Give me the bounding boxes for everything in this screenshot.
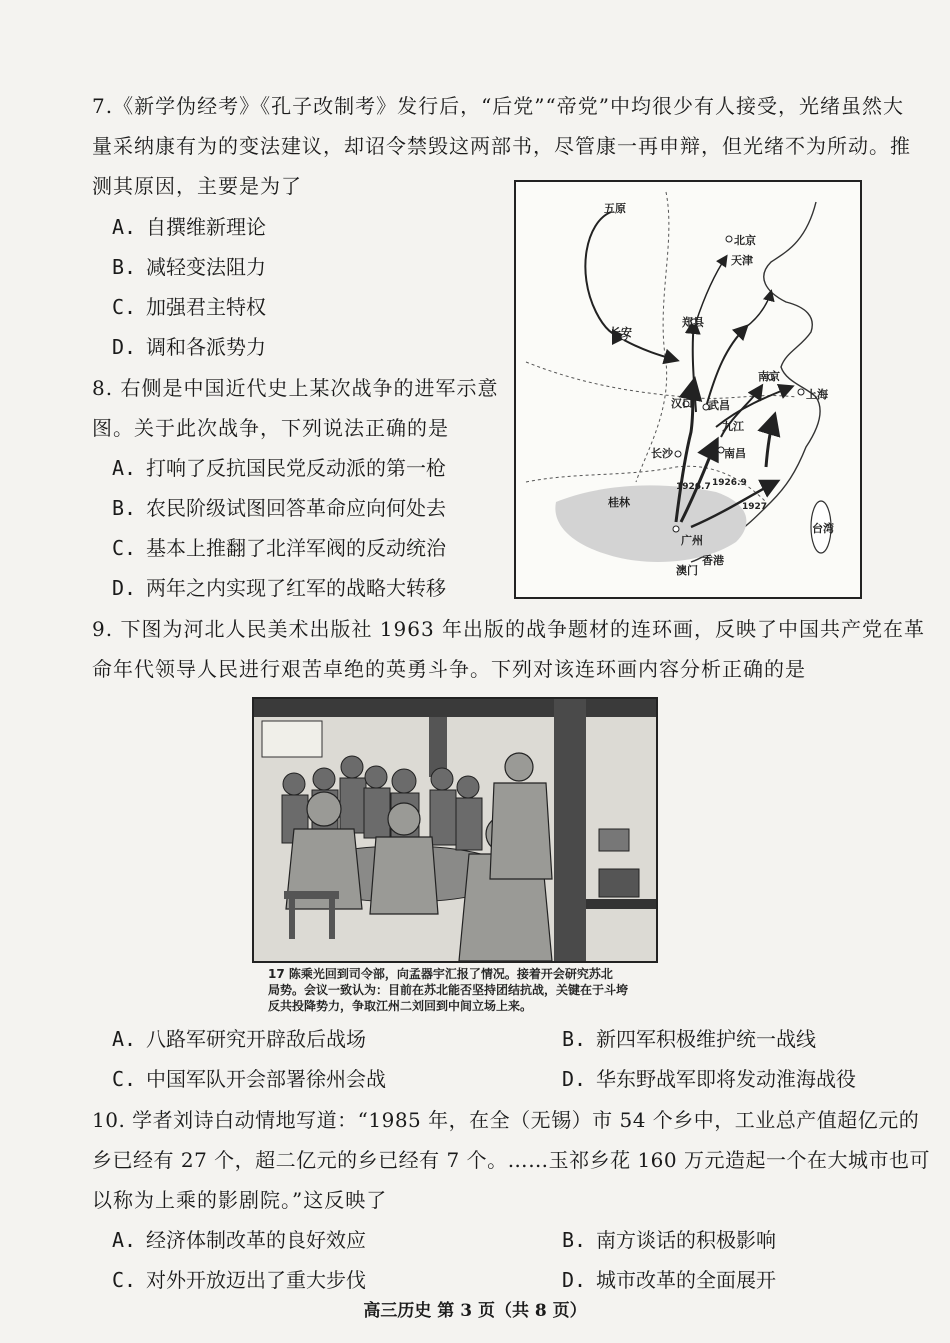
march-arrow	[585, 212, 624, 337]
march-arrow	[696, 257, 726, 322]
q10-stem-line-3: 以称为上乘的影剧院。”这反映了	[92, 1188, 388, 1212]
q10-option-d: D. 城市改革的全面展开	[562, 1268, 776, 1292]
map-label-date-1: 1926.7	[676, 482, 711, 492]
q8-option-d: D. 两年之内实现了红军的战略大转移	[112, 576, 446, 600]
q8-option-b: B. 农民阶级试图回答革命应向何处去	[112, 496, 446, 520]
q7-option-b: B. 减轻变法阻力	[112, 255, 266, 279]
map-label-shanghai: 上海	[806, 388, 828, 401]
map-label-date-2: 1926.9	[712, 478, 747, 488]
comic-caption	[268, 966, 668, 1014]
q7-option-d: D. 调和各派势力	[112, 335, 266, 359]
march-arrow	[766, 417, 774, 467]
q10-option-b: B. 南方谈话的积极影响	[562, 1228, 776, 1252]
q8-stem-line-1: 8. 右侧是中国近代史上某次战争的进军示意	[92, 376, 499, 400]
comic-caption-line-1: 17 陈乘光回到司令部，向孟器宇汇报了情况。接着开会研究苏北	[268, 967, 613, 981]
march-arrow	[624, 340, 676, 360]
q7-stem-line-1: 7.《新学伪经考》《孔子改制考》发行后，“后党”“帝党”中均很少有人接受，光绪虽然大	[92, 94, 904, 118]
q9-option-b: B. 新四军积极维护统一战线	[562, 1027, 816, 1051]
q9-option-d: D. 华东野战军即将发动淮海战役	[562, 1067, 856, 1091]
comic-drawing	[254, 699, 656, 961]
march-arrow	[746, 292, 771, 327]
q9-stem-line-1: 9. 下图为河北人民美术出版社 1963 年出版的战争题材的连环画，反映了中国共产党在革	[92, 617, 926, 641]
city-dot	[673, 526, 679, 532]
shaded-region	[555, 485, 746, 562]
comic-illustration	[252, 697, 658, 963]
map-label-aomen: 澳门	[676, 564, 698, 577]
war-march-map	[514, 180, 862, 599]
page-footer: 高三历史 第 3 页（共 8 页）	[363, 1301, 587, 1321]
map-label-xianggang: 香港	[702, 554, 724, 567]
map-label-guangzhou: 广州	[681, 534, 703, 547]
map-label-nanjing: 南京	[758, 370, 780, 383]
map-label-changsha: 长沙	[651, 447, 673, 460]
q7-stem-line-3: 测其原因，主要是为了	[92, 174, 302, 198]
map-label-hankou: 汉口	[671, 397, 693, 410]
q9-option-c: C. 中国军队开会部署徐州会战	[112, 1067, 386, 1091]
comic-caption-line-3: 反共投降势力，争取江州二刘回到中间立场上来。	[268, 999, 533, 1013]
q10-option-c: C. 对外开放迈出了重大步伐	[112, 1268, 366, 1292]
map-label-zhengxian: 郑县	[682, 316, 704, 329]
map-label-jiujiang: 九江	[722, 420, 744, 433]
q8-stem-line-2: 图。关于此次战争，下列说法正确的是	[92, 416, 449, 440]
city-dot	[726, 236, 732, 242]
q7-option-a: A. 自撰维新理论	[112, 215, 266, 239]
comic-caption-line-2: 局势。会议一致认为：目前在苏北能否坚持团结抗战，关键在于斗垮	[268, 983, 629, 997]
q9-option-a: A. 八路军研究开辟敌后战场	[112, 1027, 366, 1051]
map-label-beijing: 北京	[734, 234, 756, 247]
q8-option-c: C. 基本上推翻了北洋军阀的反动统治	[112, 536, 446, 560]
city-dot	[675, 451, 681, 457]
q8-option-a: A. 打响了反抗国民党反动派的第一枪	[112, 456, 446, 480]
map-label-guilin: 桂林	[608, 496, 630, 509]
map-label-date-3: 1927	[742, 502, 768, 512]
q7-option-c: C. 加强君主特权	[112, 295, 266, 319]
map-label-wuchang: 武昌	[708, 399, 730, 412]
q10-option-a: A. 经济体制改革的良好效应	[112, 1228, 366, 1252]
map-label-changan: 长安	[610, 326, 632, 339]
map-label-nanchang: 南昌	[724, 447, 746, 460]
map-label-wuyuan: 五原	[604, 202, 626, 215]
march-arrow	[706, 327, 746, 407]
q10-stem-line-2: 乡已经有 27 个，超二亿元的乡已经有 7 个。……玉祁乡花 160 万元造起一个在大城市也可	[92, 1148, 930, 1172]
map-label-tianjin: 天津	[731, 254, 753, 267]
city-dot	[798, 389, 804, 395]
q10-stem-line-1: 10. 学者刘诗白动情地写道：“1985 年，在全（无锡）市 54 个乡中，工业总产值超亿元的	[92, 1108, 920, 1132]
q7-stem-line-2: 量采纳康有为的变法建议，却诏令禁毁这两部书，尽管康一再申辩，但光绪不为所动。推	[92, 134, 911, 158]
map-label-taiwan: 台湾	[812, 522, 834, 535]
province-border	[636, 192, 669, 482]
q9-stem-line-2: 命年代领导人民进行艰苦卓绝的英勇斗争。下列对该连环画内容分析正确的是	[92, 657, 806, 681]
